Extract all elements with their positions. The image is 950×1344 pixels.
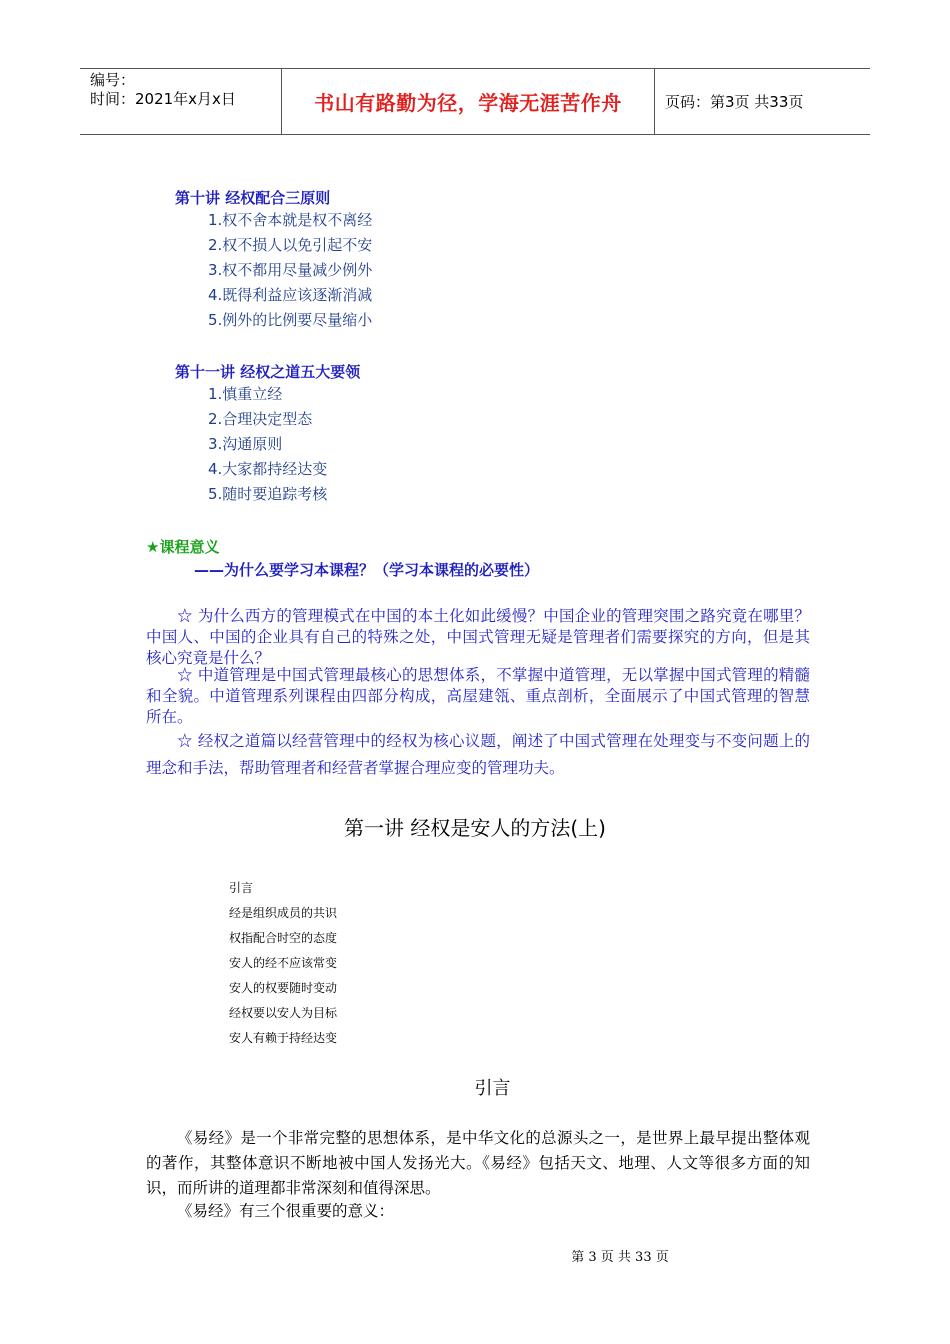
- outline-item: 权指配合时空的态度: [229, 931, 338, 945]
- outline-item: 安人的经不应该常变: [229, 956, 338, 970]
- intro-paragraph: 《易经》有三个很重要的意义：: [177, 1202, 395, 1220]
- outline-item: 安人有赖于持经达变: [229, 1031, 338, 1045]
- outline-item: 安人的权要随时变动: [229, 981, 338, 995]
- outline-item: 经权要以安人为目标: [229, 1006, 338, 1020]
- list-item: 5.例外的比例要尽量缩小: [208, 311, 373, 329]
- list-item: 2.权不损人以免引起不安: [208, 236, 373, 254]
- significance-paragraph: ☆ 为什么西方的管理模式在中国的本土化如此缓慢？中国企业的管理突围之路究竟在哪里？中国人、中国的企业具有自己的特殊之处，中国式管理无疑是管理者们需要探究的方向，但是其核心究竟是什么？: [146, 607, 810, 667]
- list-item: 3.权不都用尽量减少例外: [208, 261, 373, 279]
- header-page-info: 页码：第3页 共33页: [665, 93, 804, 111]
- significance-paragraph: ☆ 经权之道篇以经营管理中的经权为核心议题，阐述了中国式管理在处理变与不变问题上的理念和手法，帮助管理者和经营者掌握合理应变的管理功夫。: [146, 732, 810, 777]
- significance-subtitle: ——为什么要学习本课程？（学习本课程的必要性）: [194, 561, 540, 579]
- lecture1-outline: [229, 876, 337, 1051]
- lecture10-list: [208, 208, 372, 333]
- intro-paragraph: 《易经》是一个非常完整的思想体系，是中华文化的总源头之一，是世界上最早提出整体观的著作，其整体意识不断地被中国人发扬光大。《易经》包括天文、地理、人文等很多方面的知识，而所讲的道理都非常深刻和值得深思。: [146, 1129, 810, 1197]
- list-item: 4.大家都持经达变: [208, 460, 328, 478]
- outline-item: 经是组织成员的共识: [229, 906, 338, 920]
- list-item: 1.慎重立经: [208, 385, 283, 403]
- significance-title: ★课程意义: [146, 538, 220, 556]
- list-item: 3.沟通原则: [208, 435, 283, 453]
- number-label: 编号：: [90, 71, 136, 89]
- lecture10-title: 第十讲 经权配合三原则: [175, 189, 331, 207]
- list-item: 1.权不舍本就是权不离经: [208, 211, 373, 229]
- list-item: 5.随时要追踪考核: [208, 485, 328, 503]
- significance-paragraph: ☆ 中道管理是中国式管理最核心的思想体系，不掌握中道管理，无以掌握中国式管理的精髓和全貌。中道管理系列课程由四部分构成，高屋建瓴、重点剖析，全面展示了中国式管理的智慧所在。: [146, 666, 810, 726]
- time-label: 时间：2021年x月x日: [90, 90, 236, 108]
- lecture11-title: 第十一讲 经权之道五大要领: [175, 363, 361, 381]
- header-motto: 书山有路勤为径，学海无涯苦作舟: [282, 69, 655, 134]
- footer-page-number: 第 3 页 共 33 页: [571, 1250, 669, 1265]
- page-header: [80, 68, 870, 135]
- lecture1-title: 第一讲 经权是安人的方法(上): [344, 816, 606, 840]
- header-meta: [80, 69, 282, 134]
- list-item: 4.既得利益应该逐渐消减: [208, 286, 373, 304]
- outline-item: 引言: [229, 881, 254, 895]
- intro-title: 引言: [474, 1078, 511, 1099]
- lecture11-list: [208, 382, 327, 507]
- list-item: 2.合理决定型态: [208, 410, 313, 428]
- page-footer: [0, 1246, 950, 1265]
